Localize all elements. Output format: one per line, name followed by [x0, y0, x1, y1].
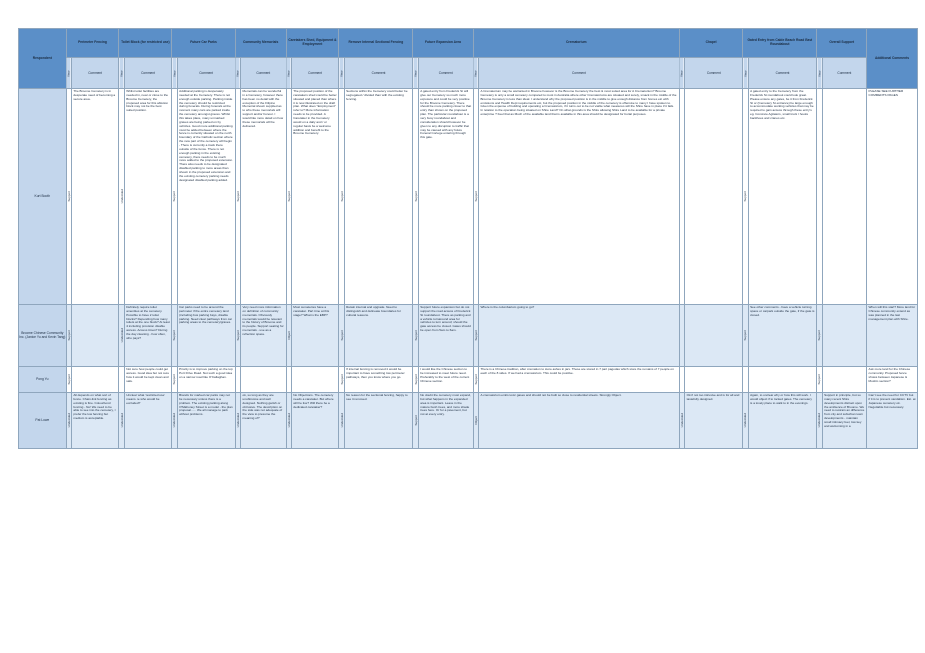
column-header: Crematorium [473, 29, 679, 58]
view-value: Support [473, 329, 478, 341]
comment-cell: Again, to unclear why or how this will work. I would object if to locked gates. The cemetery is a lovely place to walk to in the evenings. [748, 393, 817, 449]
view-value: Support [817, 329, 822, 341]
comment-cell [822, 305, 866, 367]
comment-cell: Most cemeteries have a caretaker. Part time at this stage? What is the EBP? [291, 305, 339, 367]
view-value: Support [413, 414, 418, 426]
comment-cell: A gated entry from Frederick St will give our Cemetery so much more exposure and could be very positive for the Broome Cemetery. There should be more parking closer to that entry than shown on the proposed plan. The particular roundabout is a very busy roundabout and consideration should however be given to any disruption to traffic that may be caused with any future Funeral Cortege entering through this gate. [418, 89, 473, 305]
view-value: Support [172, 373, 177, 385]
respondent-name: Pat Lowe [19, 393, 67, 449]
view-value: Support [473, 190, 478, 202]
table-row [19, 305, 918, 367]
comment-cell: Not sure how people could get access. Good idea but not sure how it would be kept clean and safe. [124, 367, 172, 393]
view-subheader: View [473, 58, 478, 89]
view-value: Undecided [119, 327, 124, 343]
comment-cell: Brands for marked car parks may not be necessary unless there is a problem. The existing parking along O'Mahoney Street is a model - the plan proposal...... We all manage to park without problems. [177, 393, 235, 449]
comment-cell [71, 305, 119, 367]
comment-cell: Very need more information on definition of community memorials. Obviously memorials would be relevant to the history of Broome and its people. Support seating for memorials - use as a reflection space. [241, 305, 286, 367]
column-header: Overall Support [817, 29, 867, 58]
column-header: Gated Entry from Cable Beach Road East Roundabout [743, 29, 817, 58]
comment-cell: Ok if not too intrusive and is for all and tastefully designed. [685, 393, 743, 449]
view-subheader: View [679, 58, 684, 89]
comment-cell: Where is the columbarium going to go? [478, 305, 679, 367]
column-header: Future Car Parks [172, 29, 235, 58]
comment-subheader: Comment [344, 58, 413, 89]
comment-subheader: Comment [241, 58, 286, 89]
table-row [19, 89, 918, 305]
view-value: Undecided [66, 412, 71, 428]
view-value: Support [339, 373, 344, 385]
comment-cell: A Crematorium may be warranted in Broome however is the Broome Cemetery the best & most suited area for A Crematorium? Broome Cemetery is only a small cemetery compared to most in Australia where other Crematoriums are situated and surely, smack in the middle of the Broome Cemetery is less than ideal. I understand why the proposed position is in the middle to give enough distance from homes etc with emissions and Health Dept requirements etc, but the proposed position in the middle of the cemetery is offensive to many I have spoken to. Given the expense of building and operating a Crematorium, if it turns out to be not viable what measures will the Shire have in place if it fails. In relation to the operation being situated on Shire Land? On what grounds is the Shire allowing Shire Land to be available for a private enterprise ? Feel that as Much of the available land that is available in this area should be designated for burial purposes. [478, 89, 679, 305]
comment-subheader: Comment [822, 58, 866, 89]
comment-cell [822, 89, 866, 305]
view-value: Support [339, 329, 344, 341]
view-value: Undecided [286, 412, 291, 428]
view-value: Undecided [339, 412, 344, 428]
comment-subheader: Comment [291, 58, 339, 89]
view-value: Object [286, 330, 291, 340]
comment-cell: Additional parking is desperately needed at the Cemetery. There is not enough outside parking. Parking inside the cemetery should be restricted during funerals. During funerals at the moment many cars are parked inside the cemetery amongst graves. Whilst this takes place, many unmarked graves are being parked on by vehicles. Good more additional parking must be added between where the fence is currently situated on the north boundary of the Catholic section where the new part of the cemetery will begin - There is currently a track there outside of the fence. There is not enough parking in the existing cemetery, there needs to be much more added to the proposed extension. There also needs to be designated disabled parking to more areas than shown in the proposed extension and the existing cemetery parking needs designated disabled parking added. [177, 89, 235, 305]
comment-cell: The proposed position of the caretakers shed could be better situated and placed than where it is now illustrated on the draft plan. What does "Employment" refer to? More information needs to be provided. A Caretaker in the Cemetery would on a daily and / or regular basis be a welcome addition and benefit to the Broome Cemetery. [291, 89, 339, 305]
header-row [19, 29, 918, 58]
comment-cell [291, 367, 339, 393]
view-value: Object [473, 415, 478, 425]
comment-cell [822, 367, 866, 393]
view-subheader: View [413, 58, 418, 89]
comment-cell: The Broome Cemetery is in desperate need of becoming a secure area. [71, 89, 119, 305]
comment-cell: Retain internal and upgrade. Need to distinguish and delineate boundaries for cultural reasons. [344, 305, 413, 367]
comment-cell: All depends on what sort of fence. Chain-link fencing as existing is fine. Colourbond fencing - No! We need to be able to see into the cemetery, I prefer the low fencing but medium is acceptable. [71, 393, 119, 449]
comment-subheader: Comment [124, 58, 172, 89]
comment-cell: Sections within the Cemetery could better be segregated / divided than with the existing fencing. [344, 89, 413, 305]
comment-cell: Definitely require toilet amenities at the cemetery. Possible to have 2 toilet blocks? Depending how many toilets at the one block? At least 4 including provision disable access. Access times? During the day cleaning - how often, who pays? [124, 305, 172, 367]
view-subheader: View [66, 58, 71, 89]
view-value: Support [413, 329, 418, 341]
view-value: Undecided [235, 412, 240, 428]
view-subheader: View [119, 58, 124, 89]
view-subheader: View [235, 58, 240, 89]
view-value: Undecided [743, 412, 748, 428]
view-subheader: View [339, 58, 344, 89]
view-subheader: View [286, 58, 291, 89]
comment-cell: Unclear what 'restricted use' means. ie who would be excluded? [124, 393, 172, 449]
column-header: Chapel [679, 29, 742, 58]
view-value: Support [473, 373, 478, 385]
comment-cell: A crematorium emits toxic gases and should not be built so close to residential streets. Strongly Object. [478, 393, 679, 449]
comment-cell: A gated entry to the Cemetery from the Frederick St roundabout could look great. Please ensure any gates, be it from Frederick St or (Cemetery St entrance) be large enough to accommodate working vehicles that may be required to gain access through these entry's eg. Concrete Agitators, small truck / hooks backhoes and cranes etc. [748, 89, 817, 305]
view-value: Support [743, 190, 748, 202]
comment-cell: Whilst toilet facilities are needed in, near or close to the Broome Cemetery, the proposed area for this ablution block may not be the best suited position. [124, 89, 172, 305]
table-row [19, 367, 918, 393]
view-value: Undecided [817, 412, 822, 428]
comment-cell: Priority is to improve parking on the top Port Drive Road. Not such a good idea on a narrow road like O'Callaghan. [177, 367, 235, 393]
view-value: Undecided [680, 412, 685, 428]
subheader-row [19, 58, 918, 89]
view-value: Support [339, 190, 344, 202]
view-value: Support [743, 329, 748, 341]
comment-cell: ok, so long as they are unobtrusive and well designed. Nothing garish or obtrusive. The description on the side was not adequate of the view to presume the meaning of? [241, 393, 286, 449]
respondent-name: Kurt Booth [19, 89, 67, 305]
column-header: Future Expansion Area [413, 29, 473, 58]
additional-comment-cell: When will this start? More land for Chinese community extend as was planned in the last management plan with Shire. [867, 305, 918, 367]
comment-subheader: Comment [748, 58, 817, 89]
comment-cell: Support future expansion but do not support the road access of Frederick St roundabout. There as parking and a vehicle turnaround area for vehicles to turn around; should the gate access be closed. Gates should be open from 5am to 6am. [418, 305, 473, 367]
view-value: Support [235, 329, 240, 341]
column-header: Caretakers Shed, Equipment & Employment [286, 29, 339, 58]
comment-subheader: Comment [418, 58, 473, 89]
comment-cell [71, 367, 119, 393]
comment-cell: Support in principle, but so many recent Shire developments distract upon the ambience of Broome. We need to restrain an difference from city and suburban town developments - maintain small intimacy feel, low key and welcoming in a [822, 393, 866, 449]
table-row [19, 393, 918, 449]
additional-comment-cell: Can't see the need for CCTV but if it is to prevent vandalism. Etc. at Japanese cemetery ok. Negotiable but necessary. [867, 393, 918, 449]
comment-cell: There is a Chinese tradition, after cremation to store ashes in jars. These are stored in 7 part pagodas which store the remains of 7 people on each of the 8 sides. If we had a crematorium. This could be positive. [478, 367, 679, 393]
column-header: Community Memorials [235, 29, 286, 58]
comment-subheader: Comment [71, 58, 119, 89]
comment-subheader: Comment [177, 58, 235, 89]
view-value: Undecided [119, 188, 124, 204]
view-value: Support [235, 190, 240, 202]
comment-cell: If internal fencing is removed it would be important to have something low perimeter pathways, then you know where you go. [344, 367, 413, 393]
view-value: Support [66, 190, 71, 202]
view-value: Support [66, 329, 71, 341]
comment-cell: I would like the Chinese section to be increased to meet future need. Preferably to the west of the current Chinese section. [418, 367, 473, 393]
view-value: Support [286, 190, 291, 202]
comment-cell: See other comments - have a vehicle turning space or carpark outside the gate, if the gate is closed. [748, 305, 817, 367]
view-value: Undecided [119, 412, 124, 428]
consultation-table [18, 28, 918, 449]
column-header: Remove Internal Sectional Fencing [339, 29, 413, 58]
view-subheader: View [743, 58, 748, 89]
view-subheader: View [817, 58, 822, 89]
comment-cell: Car parks need to be around the perimeter if the entire cemetery land (including bus parking bays, disable parking. Need clear pathways from car parking areas to the cemetery/graves. [177, 305, 235, 367]
comment-cell [241, 367, 286, 393]
column-header: Toilet Block (for restricted use) [119, 29, 172, 58]
comment-cell: No reason for the sectional fencing, happy to see it removed. [344, 393, 413, 449]
additional-comment-cell: Ask more land for the Chinese community. Proposed fence shows between Japanese & Muslim section? [867, 367, 918, 393]
respondent-header: Respondent [19, 29, 67, 89]
comment-subheader: Comment [478, 58, 679, 89]
comment-cell [748, 367, 817, 393]
comment-cell [685, 305, 743, 367]
comment-cell: No Objections. The cemetery needs a caretaker. But where will he live? Will there be a dedicated caretaker? [291, 393, 339, 449]
table-body [19, 89, 918, 449]
comment-subheader: Comment [685, 58, 743, 89]
additional-comments-header: Additional Comments [867, 29, 918, 89]
view-value: Support [413, 190, 418, 202]
view-value: Support [66, 373, 71, 385]
comment-cell: No doubt the cemetery must expand, but what happens in the expanded area is important. Leave in the mature bush trees, and more shade trees here. Or for a pavement, but not at every entry. [418, 393, 473, 449]
respondent-name: Broome Chinese Community Inc. (Janice Yu and Kevin Tang) [19, 305, 67, 367]
comment-cell [685, 89, 743, 305]
comment-cell [685, 367, 743, 393]
column-header: Perimeter Fencing [66, 29, 119, 58]
view-subheader: View [172, 58, 177, 89]
respondent-name: Pong Yu [19, 367, 67, 393]
additional-comment-cell: PLEASE SEE FURTHER COMMENTS PAGES [867, 89, 918, 305]
view-value: Support [413, 373, 418, 385]
comment-cell: Memorials can be wonderful in a Cemetery, however there has been no detail with the exception of the Filipino Memorial shown supplied as to who these memorials will support and/or honour. I would like more detail on how these memorials will be delivered. [241, 89, 286, 305]
view-value: Support [817, 373, 822, 385]
view-value: Support [172, 190, 177, 202]
view-value: Support [172, 329, 177, 341]
view-value: Undecided [172, 412, 177, 428]
